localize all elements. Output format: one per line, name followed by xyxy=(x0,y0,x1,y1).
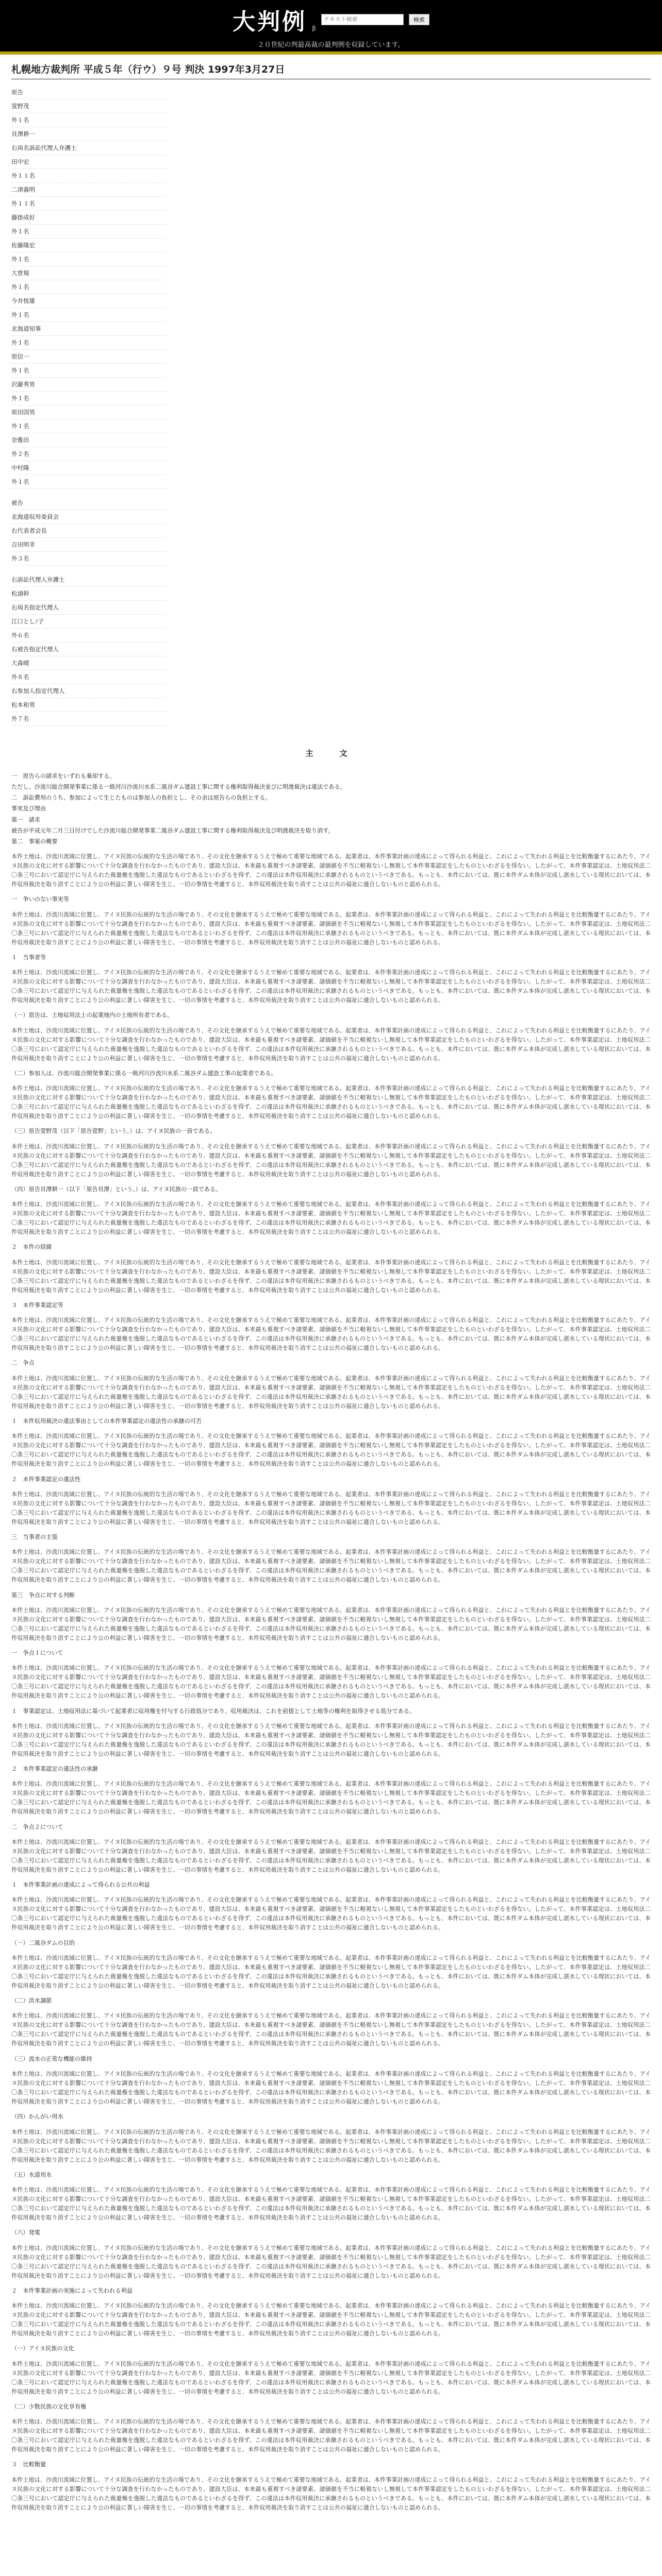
party-line: 北海道収用委員会 xyxy=(11,510,166,524)
site-logo[interactable]: 大判例 xyxy=(233,8,307,35)
judgment-paragraph: 第一 請求 xyxy=(11,816,40,823)
party-line: 大曽規 xyxy=(11,266,166,280)
judgment-paragraph: ３ 本件事業認定等 xyxy=(11,1301,63,1309)
judgment-text: 本件土地は、沙流川流域に位置し、アイヌ民族の伝統的な生活の場であり、その文化を継承するうえで極めて重要な地域である。起業者は、本件事業計画の達成によって得られる利益と、これによって失われる利益とを比較衡量するにあたり、アイヌ民族の文化に対する影響について十分な調査を行わなかったものであり、建設大臣は、本来最も重視すべき諸要素、諸価値を不当に軽視ないし無視して本件事業認定をしたものといわざるを得ない。したがって、本件事業認定は、土地収用法二〇条三号において認定庁に与えられた裁量権を逸脱した違法なものであるといわざるを得ず、この違法は本件収用裁決に承継されるものというべきである。もっとも、本件においては、既に本件ダム本体が完成し湛水している現状においては、本件収用裁決を取り消すことにより公の利益に著しい障害を生じ、一切の事情を考慮すると、本件収用裁決を取り消すことは公共の福祉に適合しないものと認められる。 xyxy=(11,1665,651,1700)
judgment-body xyxy=(0,772,662,2513)
judgment-text: 本件土地は、沙流川流域に位置し、アイヌ民族の伝統的な生活の場であり、その文化を継承するうえで極めて重要な地域である。起業者は、本件事業計画の達成によって得られる利益と、これによって失われる利益とを比較衡量するにあたり、アイヌ民族の文化に対する影響について十分な調査を行わなかったものであり、建設大臣は、本来最も重視すべき諸要素、諸価値を不当に軽視ないし無視して本件事業認定をしたものといわざるを得ない。したがって、本件事業認定は、土地収用法二〇条三号において認定庁に与えられた裁量権を逸脱した違法なものであるといわざるを得ず、この違法は本件収用裁決に承継されるものというべきである。もっとも、本件においては、既に本件ダム本体が完成し湛水している現状においては、本件収用裁決を取り消すことにより公の利益に著しい障害を生じ、一切の事情を考慮すると、本件収用裁決を取り消すことは公共の福祉に適合しないものと認められる。 xyxy=(11,1781,651,1816)
judgment-paragraph: ただし、沙流川総合開発事業に係る一級河川沙流川水系二風谷ダム建設工事に関する権利取得裁決並びに明渡裁決は違法である。 xyxy=(11,784,346,791)
party-line: 右参加人指定代理人 xyxy=(11,684,166,698)
judgment-paragraph: （六）発電 xyxy=(11,2229,40,2236)
party-line: 奈雅田 xyxy=(11,433,166,447)
party-line: 原信一 xyxy=(11,350,166,364)
search-input[interactable] xyxy=(321,14,404,25)
party-line: 外１名 xyxy=(11,280,166,294)
judgment-paragraph: 第三 争点に対する判断 xyxy=(11,1591,75,1599)
judgment-paragraph: （四）原告貝澤耕一（以下「原告貝澤」という。）は、アイヌ民族の一員である。 xyxy=(11,1185,222,1193)
party-line: 北海道知事 xyxy=(11,322,166,336)
party-line: 萱野茂 xyxy=(11,99,166,113)
judgment-paragraph: （四）かんがい用水 xyxy=(11,2113,63,2121)
judgment-text: 本件土地は、沙流川流域に位置し、アイヌ民族の伝統的な生活の場であり、その文化を継承するうえで極めて重要な地域である。起業者は、本件事業計画の達成によって得られる利益と、これによって失われる利益とを比較衡量するにあたり、アイヌ民族の文化に対する影響について十分な調査を行わなかったものであり、建設大臣は、本来最も重視すべき諸要素、諸価値を不当に軽視ないし無視して本件事業認定をしたものといわざるを得ない。したがって、本件事業認定は、土地収用法二〇条三号において認定庁に与えられた裁量権を逸脱した違法なものであるといわざるを得ず、この違法は本件収用裁決に承継されるものというべきである。もっとも、本件においては、既に本件ダム本体が完成し湛水している現状においては、本件収用裁決を取り消すことにより公の利益に著しい障害を生じ、一切の事情を考慮すると、本件収用裁決を取り消すことは公共の福祉に適合しないものと認められる。 xyxy=(11,1433,651,1468)
judgment-text: 本件土地は、沙流川流域に位置し、アイヌ民族の伝統的な生活の場であり、その文化を継承するうえで極めて重要な地域である。起業者は、本件事業計画の達成によって得られる利益と、これによって失われる利益とを比較衡量するにあたり、アイヌ民族の文化に対する影響について十分な調査を行わなかったものであり、建設大臣は、本来最も重視すべき諸要素、諸価値を不当に軽視ないし無視して本件事業認定をしたものといわざるを得ない。したがって、本件事業認定は、土地収用法二〇条三号において認定庁に与えられた裁量権を逸脱した違法なものであるといわざるを得ず、この違法は本件収用裁決に承継されるものというべきである。もっとも、本件においては、既に本件ダム本体が完成し湛水している現状においては、本件収用裁決を取り消すことにより公の利益に著しい障害を生じ、一切の事情を考慮すると、本件収用裁決を取り消すことは公共の福祉に適合しないものと認められる。 xyxy=(11,853,651,888)
party-line: 松本和男 xyxy=(11,698,166,712)
judgment-paragraph: ２ 本件事業認定の違法性の承継 xyxy=(11,1766,98,1773)
judgment-text: 本件土地は、沙流川流域に位置し、アイヌ民族の伝統的な生活の場であり、その文化を継承するうえで極めて重要な地域である。起業者は、本件事業計画の達成によって得られる利益と、これによって失われる利益とを比較衡量するにあたり、アイヌ民族の文化に対する影響について十分な調査を行わなかったものであり、建設大臣は、本来最も重視すべき諸要素、諸価値を不当に軽視ないし無視して本件事業認定をしたものといわざるを得ない。したがって、本件事業認定は、土地収用法二〇条三号において認定庁に与えられた裁量権を逸脱した違法なものであるといわざるを得ず、この違法は本件収用裁決に承継されるものというべきである。もっとも、本件においては、既に本件ダム本体が完成し湛水している現状においては、本件収用裁決を取り消すことにより公の利益に著しい障害を生じ、一切の事情を考慮すると、本件収用裁決を取り消すことは公共の福祉に適合しないものと認められる。 xyxy=(11,1375,651,1410)
party-line: 外１名 xyxy=(11,308,166,322)
judgment-text: 本件土地は、沙流川流域に位置し、アイヌ民族の伝統的な生活の場であり、その文化を継承するうえで極めて重要な地域である。起業者は、本件事業計画の達成によって得られる利益と、これによって失われる利益とを比較衡量するにあたり、アイヌ民族の文化に対する影響について十分な調査を行わなかったものであり、建設大臣は、本来最も重視すべき諸要素、諸価値を不当に軽視ないし無視して本件事業認定をしたものといわざるを得ない。したがって、本件事業認定は、土地収用法二〇条三号において認定庁に与えられた裁量権を逸脱した違法なものであるといわざるを得ず、この違法は本件収用裁決に承継されるものというべきである。もっとも、本件においては、既に本件ダム本体が完成し湛水している現状においては、本件収用裁決を取り消すことにより公の利益に著しい障害を生じ、一切の事情を考慮すると、本件収用裁決を取り消すことは公共の福祉に適合しないものと認められる。 xyxy=(11,969,651,1004)
header-row xyxy=(233,3,429,36)
judgment-paragraph: １ 本件収用裁決の違法事由としての本件事業認定の違法性の承継の可否 xyxy=(11,1418,202,1425)
judgment-paragraph: （一）原告は、土地収用法上の起業地内の土地所有者である。 xyxy=(11,1012,173,1019)
case-title: 札幌地方裁判所 平成５年（行ウ）９号 判決 1997年3月27日 xyxy=(11,62,651,79)
party-line: 外１名 xyxy=(11,252,166,266)
judgment-text: 本件土地は、沙流川流域に位置し、アイヌ民族の伝統的な生活の場であり、その文化を継承するうえで極めて重要な地域である。起業者は、本件事業計画の達成によって得られる利益と、これによって失われる利益とを比較衡量するにあたり、アイヌ民族の文化に対する影響について十分な調査を行わなかったものであり、建設大臣は、本来最も重視すべき諸要素、諸価値を不当に軽視ないし無視して本件事業認定をしたものといわざるを得ない。したがって、本件事業認定は、土地収用法二〇条三号において認定庁に与えられた裁量権を逸脱した違法なものであるといわざるを得ず、この違法は本件収用裁決に承継されるものというべきである。もっとも、本件においては、既に本件ダム本体が完成し湛水している現状においては、本件収用裁決を取り消すことにより公の利益に著しい障害を生じ、一切の事情を考慮すると、本件収用裁決を取り消すことは公共の福祉に適合しないものと認められる。 xyxy=(11,2071,651,2105)
judgment-text: 本件土地は、沙流川流域に位置し、アイヌ民族の伝統的な生活の場であり、その文化を継承するうえで極めて重要な地域である。起業者は、本件事業計画の達成によって得られる利益と、これによって失われる利益とを比較衡量するにあたり、アイヌ民族の文化に対する影響について十分な調査を行わなかったものであり、建設大臣は、本来最も重視すべき諸要素、諸価値を不当に軽視ないし無視して本件事業認定をしたものといわざるを得ない。したがって、本件事業認定は、土地収用法二〇条三号において認定庁に与えられた裁量権を逸脱した違法なものであるといわざるを得ず、この違法は本件収用裁決に承継されるものというべきである。もっとも、本件においては、既に本件ダム本体が完成し湛水している現状においては、本件収用裁決を取り消すことにより公の利益に著しい障害を生じ、一切の事情を考慮すると、本件収用裁決を取り消すことは公共の福祉に適合しないものと認められる。 xyxy=(11,2187,651,2222)
judgment-paragraph: ２ 本件事業計画の実施によって失われる利益 xyxy=(11,2287,133,2294)
party-line: 外７名 xyxy=(11,712,166,726)
party-line: 右代表者会長 xyxy=(11,524,166,538)
judgment-paragraph: 一 争点１について xyxy=(11,1650,63,1657)
judgment-paragraph: （五）水道用水 xyxy=(11,2171,52,2178)
judgment-text: 本件土地は、沙流川流域に位置し、アイヌ民族の伝統的な生活の場であり、その文化を継承するうえで極めて重要な地域である。起業者は、本件事業計画の達成によって得られる利益と、これによって失われる利益とを比較衡量するにあたり、アイヌ民族の文化に対する影響について十分な調査を行わなかったものであり、建設大臣は、本来最も重視すべき諸要素、諸価値を不当に軽視ないし無視して本件事業認定をしたものといわざるを得ない。したがって、本件事業認定は、土地収用法二〇条三号において認定庁に与えられた裁量権を逸脱した違法なものであるといわざるを得ず、この違法は本件収用裁決に承継されるものというべきである。もっとも、本件においては、既に本件ダム本体が完成し湛水している現状においては、本件収用裁決を取り消すことにより公の利益に著しい障害を生じ、一切の事情を考慮すると、本件収用裁決を取り消すことは公共の福祉に適合しないものと認められる。 xyxy=(11,1085,651,1120)
party-line: 江口としﾉ子 xyxy=(11,615,166,629)
party-line: 外１名 xyxy=(11,392,166,405)
judgment-paragraph: 第二 事案の概要 xyxy=(11,838,58,845)
judgment-text: 本件土地は、沙流川流域に位置し、アイヌ民族の伝統的な生活の場であり、その文化を継承するうえで極めて重要な地域である。起業者は、本件事業計画の達成によって得られる利益と、これによって失われる利益とを比較衡量するにあたり、アイヌ民族の文化に対する影響について十分な調査を行わなかったものであり、建設大臣は、本来最も重視すべき諸要素、諸価値を不当に軽視ないし無視して本件事業認定をしたものといわざるを得ない。したがって、本件事業認定は、土地収用法二〇条三号において認定庁に与えられた裁量権を逸脱した違法なものであるといわざるを得ず、この違法は本件収用裁決に承継されるものというべきである。もっとも、本件においては、既に本件ダム本体が完成し湛水している現状においては、本件収用裁決を取り消すことにより公の利益に著しい障害を生じ、一切の事情を考慮すると、本件収用裁決を取り消すことは公共の福祉に適合しないものと認められる。 xyxy=(11,1027,651,1062)
judgment-text: 本件土地は、沙流川流域に位置し、アイヌ民族の伝統的な生活の場であり、その文化を継承するうえで極めて重要な地域である。起業者は、本件事業計画の達成によって得られる利益と、これによって失われる利益とを比較衡量するにあたり、アイヌ民族の文化に対する影響について十分な調査を行わなかったものであり、建設大臣は、本来最も重視すべき諸要素、諸価値を不当に軽視ないし無視して本件事業認定をしたものといわざるを得ない。したがって、本件事業認定は、土地収用法二〇条三号において認定庁に与えられた裁量権を逸脱した違法なものであるといわざるを得ず、この違法は本件収用裁決に承継されるものというべきである。もっとも、本件においては、既に本件ダム本体が完成し湛水している現状においては、本件収用裁決を取り消すことにより公の利益に著しい障害を生じ、一切の事情を考慮すると、本件収用裁決を取り消すことは公共の福祉に適合しないものと認められる。 xyxy=(11,1838,651,1873)
party-line: 松浦幹 xyxy=(11,587,166,601)
party-line: 右被告指定代理人 xyxy=(11,642,166,656)
party-line: 吉田明幸 xyxy=(11,538,166,552)
party-line: 佐藤隆宏 xyxy=(11,239,166,252)
judgment-text: 本件土地は、沙流川流域に位置し、アイヌ民族の伝統的な生活の場であり、その文化を継承するうえで極めて重要な地域である。起業者は、本件事業計画の達成によって得られる利益と、これによって失われる利益とを比較衡量するにあたり、アイヌ民族の文化に対する影響について十分な調査を行わなかったものであり、建設大臣は、本来最も重視すべき諸要素、諸価値を不当に軽視ないし無視して本件事業認定をしたものといわざるを得ない。したがって、本件事業認定は、土地収用法二〇条三号において認定庁に与えられた裁量権を逸脱した違法なものであるといわざるを得ず、この違法は本件収用裁決に承継されるものというべきである。もっとも、本件においては、既に本件ダム本体が完成し湛水している現状においては、本件収用裁決を取り消すことにより公の利益に著しい障害を生じ、一切の事情を考慮すると、本件収用裁決を取り消すことは公共の福祉に適合しないものと認められる。 xyxy=(11,2012,651,2047)
party-line: 外６名 xyxy=(11,629,166,642)
judgment-paragraph: 一 争いのない事実等 xyxy=(11,896,69,903)
judgment-text: 本件土地は、沙流川流域に位置し、アイヌ民族の伝統的な生活の場であり、その文化を継承するうえで極めて重要な地域である。起業者は、本件事業計画の達成によって得られる利益と、これによって失われる利益とを比較衡量するにあたり、アイヌ民族の文化に対する影響について十分な調査を行わなかったものであり、建設大臣は、本来最も重視すべき諸要素、諸価値を不当に軽視ないし無視して本件事業認定をしたものといわざるを得ない。したがって、本件事業認定は、土地収用法二〇条三号において認定庁に与えられた裁量権を逸脱した違法なものであるといわざるを得ず、この違法は本件収用裁決に承継されるものというべきである。もっとも、本件においては、既に本件ダム本体が完成し湛水している現状においては、本件収用裁決を取り消すことにより公の利益に著しい障害を生じ、一切の事情を考慮すると、本件収用裁決を取り消すことは公共の福祉に適合しないものと認められる。 xyxy=(11,1317,651,1352)
judgment-paragraph: １ 当事者等 xyxy=(11,954,46,961)
judgment-text: 本件土地は、沙流川流域に位置し、アイヌ民族の伝統的な生活の場であり、その文化を継承するうえで極めて重要な地域である。起業者は、本件事業計画の達成によって得られる利益と、これによって失われる利益とを比較衡量するにあたり、アイヌ民族の文化に対する影響について十分な調査を行わなかったものであり、建設大臣は、本来最も重視すべき諸要素、諸価値を不当に軽視ないし無視して本件事業認定をしたものといわざるを得ない。したがって、本件事業認定は、土地収用法二〇条三号において認定庁に与えられた裁量権を逸脱した違法なものであるといわざるを得ず、この違法は本件収用裁決に承継されるものというべきである。もっとも、本件においては、既に本件ダム本体が完成し湛水している現状においては、本件収用裁決を取り消すことにより公の利益に著しい障害を生じ、一切の事情を考慮すると、本件収用裁決を取り消すことは公共の福祉に適合しないものと認められる。 xyxy=(11,1201,651,1236)
judgment-text: 本件土地は、沙流川流域に位置し、アイヌ民族の伝統的な生活の場であり、その文化を継承するうえで極めて重要な地域である。起業者は、本件事業計画の達成によって得られる利益と、これによって失われる利益とを比較衡量するにあたり、アイヌ民族の文化に対する影響について十分な調査を行わなかったものであり、建設大臣は、本来最も重視すべき諸要素、諸価値を不当に軽視ないし無視して本件事業認定をしたものといわざるを得ない。したがって、本件事業認定は、土地収用法二〇条三号において認定庁に与えられた裁量権を逸脱した違法なものであるといわざるを得ず、この違法は本件収用裁決に承継されるものというべきである。もっとも、本件においては、既に本件ダム本体が完成し湛水している現状においては、本件収用裁決を取り消すことにより公の利益に著しい障害を生じ、一切の事情を考慮すると、本件収用裁決を取り消すことは公共の福祉に適合しないものと認められる。 xyxy=(11,1954,651,1989)
judgment-text: 本件土地は、沙流川流域に位置し、アイヌ民族の伝統的な生活の場であり、その文化を継承するうえで極めて重要な地域である。起業者は、本件事業計画の達成によって得られる利益と、これによって失われる利益とを比較衡量するにあたり、アイヌ民族の文化に対する影響について十分な調査を行わなかったものであり、建設大臣は、本来最も重視すべき諸要素、諸価値を不当に軽視ないし無視して本件事業認定をしたものといわざるを得ない。したがって、本件事業認定は、土地収用法二〇条三号において認定庁に与えられた裁量権を逸脱した違法なものであるといわざるを得ず、この違法は本件収用裁決に承継されるものというべきである。もっとも、本件においては、既に本件ダム本体が完成し湛水している現状においては、本件収用裁決を取り消すことにより公の利益に著しい障害を生じ、一切の事情を考慮すると、本件収用裁決を取り消すことは公共の福祉に適合しないものと認められる。 xyxy=(11,1896,651,1931)
judgment-text: 本件土地は、沙流川流域に位置し、アイヌ民族の伝統的な生活の場であり、その文化を継承するうえで極めて重要な地域である。起業者は、本件事業計画の達成によって得られる利益と、これによって失われる利益とを比較衡量するにあたり、アイヌ民族の文化に対する影響について十分な調査を行わなかったものであり、建設大臣は、本来最も重視すべき諸要素、諸価値を不当に軽視ないし無視して本件事業認定をしたものといわざるを得ない。したがって、本件事業認定は、土地収用法二〇条三号において認定庁に与えられた裁量権を逸脱した違法なものであるといわざるを得ず、この違法は本件収用裁決に承継されるものというべきである。もっとも、本件においては、既に本件ダム本体が完成し湛水している現状においては、本件収用裁決を取り消すことにより公の利益に著しい障害を生じ、一切の事情を考慮すると、本件収用裁決を取り消すことは公共の福祉に適合しないものと認められる。 xyxy=(11,1549,651,1584)
judgment-paragraph: （二）少数民族の文化享有権 xyxy=(11,2403,87,2410)
judgment-text: 本件土地は、沙流川流域に位置し、アイヌ民族の伝統的な生活の場であり、その文化を継承するうえで極めて重要な地域である。起業者は、本件事業計画の達成によって得られる利益と、これによって失われる利益とを比較衡量するにあたり、アイヌ民族の文化に対する影響について十分な調査を行わなかったものであり、建設大臣は、本来最も重視すべき諸要素、諸価値を不当に軽視ないし無視して本件事業認定をしたものといわざるを得ない。したがって、本件事業認定は、土地収用法二〇条三号において認定庁に与えられた裁量権を逸脱した違法なものであるといわざるを得ず、この違法は本件収用裁決に承継されるものというべきである。もっとも、本件においては、既に本件ダム本体が完成し湛水している現状においては、本件収用裁決を取り消すことにより公の利益に著しい障害を生じ、一切の事情を考慮すると、本件収用裁決を取り消すことは公共の福祉に適合しないものと認められる。 xyxy=(11,2244,651,2279)
site-header xyxy=(0,0,662,55)
party-line: 今井悦雄 xyxy=(11,294,166,308)
party-line: 田中宏 xyxy=(11,155,166,169)
judgment-paragraph: 二 訴訟費用のうち、参加によって生じたものは参加人の負担とし、その余は原告らの負担とする。 xyxy=(11,794,271,802)
party-list xyxy=(0,83,662,728)
judgment-text: 本件土地は、沙流川流域に位置し、アイヌ民族の伝統的な生活の場であり、その文化を継承するうえで極めて重要な地域である。起業者は、本件事業計画の達成によって得られる利益と、これによって失われる利益とを比較衡量するにあたり、アイヌ民族の文化に対する影響について十分な調査を行わなかったものであり、建設大臣は、本来最も重視すべき諸要素、諸価値を不当に軽視ないし無視して本件事業認定をしたものといわざるを得ない。したがって、本件事業認定は、土地収用法二〇条三号において認定庁に与えられた裁量権を逸脱した違法なものであるといわざるを得ず、この違法は本件収用裁決に承継されるものというべきである。もっとも、本件においては、既に本件ダム本体が完成し湛水している現状においては、本件収用裁決を取り消すことにより公の利益に著しい障害を生じ、一切の事情を考慮すると、本件収用裁決を取り消すことは公共の福祉に適合しないものと認められる。 xyxy=(11,1722,651,1757)
judgment-paragraph: （三）流水の正常な機能の維持 xyxy=(11,2055,92,2062)
judgment-text: 本件土地は、沙流川流域に位置し、アイヌ民族の伝統的な生活の場であり、その文化を継承するうえで極めて重要な地域である。起業者は、本件事業計画の達成によって得られる利益と、これによって失われる利益とを比較衡量するにあたり、アイヌ民族の文化に対する影響について十分な調査を行わなかったものであり、建設大臣は、本来最も重視すべき諸要素、諸価値を不当に軽視ないし無視して本件事業認定をしたものといわざるを得ない。したがって、本件事業認定は、土地収用法二〇条三号において認定庁に与えられた裁量権を逸脱した違法なものであるといわざるを得ず、この違法は本件収用裁決に承継されるものというべきである。もっとも、本件においては、既に本件ダム本体が完成し湛水している現状においては、本件収用裁決を取り消すことにより公の利益に著しい障害を生じ、一切の事情を考慮すると、本件収用裁決を取り消すことは公共の福祉に適合しないものと認められる。 xyxy=(11,1143,651,1178)
party-line: 右両名指定代理人 xyxy=(11,601,166,615)
judgment-text: 本件土地は、沙流川流域に位置し、アイヌ民族の伝統的な生活の場であり、その文化を継承するうえで極めて重要な地域である。起業者は、本件事業計画の達成によって得られる利益と、これによって失われる利益とを比較衡量するにあたり、アイヌ民族の文化に対する影響について十分な調査を行わなかったものであり、建設大臣は、本来最も重視すべき諸要素、諸価値を不当に軽視ないし無視して本件事業認定をしたものといわざるを得ない。したがって、本件事業認定は、土地収用法二〇条三号において認定庁に与えられた裁量権を逸脱した違法なものであるといわざるを得ず、この違法は本件収用裁決に承継されるものというべきである。もっとも、本件においては、既に本件ダム本体が完成し湛水している現状においては、本件収用裁決を取り消すことにより公の利益に著しい障害を生じ、一切の事情を考慮すると、本件収用裁決を取り消すことは公共の福祉に適合しないものと認められる。 xyxy=(11,911,651,946)
judgment-text: 本件土地は、沙流川流域に位置し、アイヌ民族の伝統的な生活の場であり、その文化を継承するうえで極めて重要な地域である。起業者は、本件事業計画の達成によって得られる利益と、これによって失われる利益とを比較衡量するにあたり、アイヌ民族の文化に対する影響について十分な調査を行わなかったものであり、建設大臣は、本来最も重視すべき諸要素、諸価値を不当に軽視ないし無視して本件事業認定をしたものといわざるを得ない。したがって、本件事業認定は、土地収用法二〇条三号において認定庁に与えられた裁量権を逸脱した違法なものであるといわざるを得ず、この違法は本件収用裁決に承継されるものというべきである。もっとも、本件においては、既に本件ダム本体が完成し湛水している現状においては、本件収用裁決を取り消すことにより公の利益に著しい障害を生じ、一切の事情を考慮すると、本件収用裁決を取り消すことは公共の福祉に適合しないものと認められる。 xyxy=(11,2418,651,2453)
party-line: 外１名 xyxy=(11,475,166,489)
party-line: 外１名 xyxy=(11,336,166,350)
party-line: 外８名 xyxy=(11,670,166,684)
title-block xyxy=(0,55,662,83)
judgment-paragraph: １ 事業認定は、土地収用法に基づいて起業者に収用権を付与する行政処分であり、収用裁決は、これを前提として土地等の権利を取得させる処分である。 xyxy=(11,1707,416,1715)
party-line: 二津義明 xyxy=(11,183,166,197)
judgment-paragraph: ２ 本件の経緯 xyxy=(11,1244,52,1251)
judgment-paragraph: （二）参加人は、沙流川総合開発事業に係る一級河川沙流川水系二風谷ダム建設工事の起業者である。 xyxy=(11,1070,277,1077)
judgment-text: 本件土地は、沙流川流域に位置し、アイヌ民族の伝統的な生活の場であり、その文化を継承するうえで極めて重要な地域である。起業者は、本件事業計画の達成によって得られる利益と、これによって失われる利益とを比較衡量するにあたり、アイヌ民族の文化に対する影響について十分な調査を行わなかったものであり、建設大臣は、本来最も重視すべき諸要素、諸価値を不当に軽視ないし無視して本件事業認定をしたものといわざるを得ない。したがって、本件事業認定は、土地収用法二〇条三号において認定庁に与えられた裁量権を逸脱した違法なものであるといわざるを得ず、この違法は本件収用裁決に承継されるものというべきである。もっとも、本件においては、既に本件ダム本体が完成し湛水している現状においては、本件収用裁決を取り消すことにより公の利益に著しい障害を生じ、一切の事情を考慮すると、本件収用裁決を取り消すことは公共の福祉に適合しないものと認められる。 xyxy=(11,2128,651,2163)
judgment-paragraph: 二 争点 xyxy=(11,1360,35,1367)
judgment-paragraph: １ 本件事業計画の達成によって得られる公共の利益 xyxy=(11,1882,150,1889)
judgment-paragraph: 二 争点２について xyxy=(11,1823,63,1831)
judgment-text: 本件土地は、沙流川流域に位置し、アイヌ民族の伝統的な生活の場であり、その文化を継承するうえで極めて重要な地域である。起業者は、本件事業計画の達成によって得られる利益と、これによって失われる利益とを比較衡量するにあたり、アイヌ民族の文化に対する影響について十分な調査を行わなかったものであり、建設大臣は、本来最も重視すべき諸要素、諸価値を不当に軽視ないし無視して本件事業認定をしたものといわざるを得ない。したがって、本件事業認定は、土地収用法二〇条三号において認定庁に与えられた裁量権を逸脱した違法なものであるといわざるを得ず、この違法は本件収用裁決に承継されるものというべきである。もっとも、本件においては、既に本件ダム本体が完成し湛水している現状においては、本件収用裁決を取り消すことにより公の利益に著しい障害を生じ、一切の事情を考慮すると、本件収用裁決を取り消すことは公共の福祉に適合しないものと認められる。 xyxy=(11,1259,651,1294)
judgment-text: 本件土地は、沙流川流域に位置し、アイヌ民族の伝統的な生活の場であり、その文化を継承するうえで極めて重要な地域である。起業者は、本件事業計画の達成によって得られる利益と、これによって失われる利益とを比較衡量するにあたり、アイヌ民族の文化に対する影響について十分な調査を行わなかったものであり、建設大臣は、本来最も重視すべき諸要素、諸価値を不当に軽視ないし無視して本件事業認定をしたものといわざるを得ない。したがって、本件事業認定は、土地収用法二〇条三号において認定庁に与えられた裁量権を逸脱した違法なものであるといわざるを得ず、この違法は本件収用裁決に承継されるものというべきである。もっとも、本件においては、既に本件ダム本体が完成し湛水している現状においては、本件収用裁決を取り消すことにより公の利益に著しい障害を生じ、一切の事情を考慮すると、本件収用裁決を取り消すことは公共の福祉に適合しないものと認められる。 xyxy=(11,1606,651,1641)
party-line: 中村隆 xyxy=(11,461,166,475)
party-line: 被告 xyxy=(11,496,166,510)
party-line: 沢藤秀男 xyxy=(11,378,166,392)
party-line: 外３名 xyxy=(11,552,166,566)
judgment-paragraph: （一）二風谷ダムの目的 xyxy=(11,1939,75,1946)
party-line: 外１名 xyxy=(11,113,166,127)
search-button[interactable]: 検索 xyxy=(409,14,429,25)
party-line: 外１１名 xyxy=(11,197,166,211)
site-tagline: ２０世紀の判最高裁の最判例を収録しています。 xyxy=(257,41,405,49)
judgment-paragraph: （一）アイヌ民族の文化 xyxy=(11,2345,75,2352)
beta-badge: β xyxy=(312,24,316,32)
judgment-text: 本件土地は、沙流川流域に位置し、アイヌ民族の伝統的な生活の場であり、その文化を継承するうえで極めて重要な地域である。起業者は、本件事業計画の達成によって得られる利益と、これによって失われる利益とを比較衡量するにあたり、アイヌ民族の文化に対する影響について十分な調査を行わなかったものであり、建設大臣は、本来最も重視すべき諸要素、諸価値を不当に軽視ないし無視して本件事業認定をしたものといわざるを得ない。したがって、本件事業認定は、土地収用法二〇条三号において認定庁に与えられた裁量権を逸脱した違法なものであるといわざるを得ず、この違法は本件収用裁決に承継されるものというべきである。もっとも、本件においては、既に本件ダム本体が完成し湛水している現状においては、本件収用裁決を取り消すことにより公の利益に著しい障害を生じ、一切の事情を考慮すると、本件収用裁決を取り消すことは公共の福祉に適合しないものと認められる。 xyxy=(11,2476,651,2511)
party-line: 外１名 xyxy=(11,419,166,433)
party-line: 右両名訴訟代理人弁護士 xyxy=(11,141,166,155)
party-line: 原田国男 xyxy=(11,405,166,419)
party-line: 外２名 xyxy=(11,447,166,461)
party-line: 右訴訟代理人弁護士 xyxy=(11,573,166,587)
judgment-paragraph: 事実及び理由 xyxy=(11,805,46,812)
judgment-paragraph: 三 当事者の主張 xyxy=(11,1534,58,1541)
judgment-paragraph: 一 原告らの請求をいずれも棄却する。 xyxy=(11,773,115,779)
party-line: 藤掛成好 xyxy=(11,211,166,225)
judgment-text: 本件土地は、沙流川流域に位置し、アイヌ民族の伝統的な生活の場であり、その文化を継承するうえで極めて重要な地域である。起業者は、本件事業計画の達成によって得られる利益と、これによって失われる利益とを比較衡量するにあたり、アイヌ民族の文化に対する影響について十分な調査を行わなかったものであり、建設大臣は、本来最も重視すべき諸要素、諸価値を不当に軽視ないし無視して本件事業認定をしたものといわざるを得ない。したがって、本件事業認定は、土地収用法二〇条三号において認定庁に与えられた裁量権を逸脱した違法なものであるといわざるを得ず、この違法は本件収用裁決に承継されるものというべきである。もっとも、本件においては、既に本件ダム本体が完成し湛水している現状においては、本件収用裁決を取り消すことにより公の利益に著しい障害を生じ、一切の事情を考慮すると、本件収用裁決を取り消すことは公共の福祉に適合しないものと認められる。 xyxy=(11,2302,651,2337)
party-line: 大森晴 xyxy=(11,656,166,670)
party-line: 原告 xyxy=(11,86,166,99)
party-line: 外１１名 xyxy=(11,169,166,183)
party-line: 貝澤耕一 xyxy=(11,127,166,141)
judgment-paragraph: 被告が平成元年二月三日付けでした沙流川総合開発事業二風谷ダム建設工事に関する権利取得裁決及び明渡裁決を取り消す。 xyxy=(11,827,334,834)
party-line: 外１名 xyxy=(11,364,166,378)
judgment-text: 本件土地は、沙流川流域に位置し、アイヌ民族の伝統的な生活の場であり、その文化を継承するうえで極めて重要な地域である。起業者は、本件事業計画の達成によって得られる利益と、これによって失われる利益とを比較衡量するにあたり、アイヌ民族の文化に対する影響について十分な調査を行わなかったものであり、建設大臣は、本来最も重視すべき諸要素、諸価値を不当に軽視ないし無視して本件事業認定をしたものといわざるを得ない。したがって、本件事業認定は、土地収用法二〇条三号において認定庁に与えられた裁量権を逸脱した違法なものであるといわざるを得ず、この違法は本件収用裁決に承継されるものというべきである。もっとも、本件においては、既に本件ダム本体が完成し湛水している現状においては、本件収用裁決を取り消すことにより公の利益に著しい障害を生じ、一切の事情を考慮すると、本件収用裁決を取り消すことは公共の福祉に適合しないものと認められる。 xyxy=(11,1490,651,1526)
party-line: 外１名 xyxy=(11,225,166,239)
judgment-paragraph: （二）洪水調節 xyxy=(11,1997,52,2005)
judgment-text: 本件土地は、沙流川流域に位置し、アイヌ民族の伝統的な生活の場であり、その文化を継承するうえで極めて重要な地域である。起業者は、本件事業計画の達成によって得られる利益と、これによって失われる利益とを比較衡量するにあたり、アイヌ民族の文化に対する影響について十分な調査を行わなかったものであり、建設大臣は、本来最も重視すべき諸要素、諸価値を不当に軽視ないし無視して本件事業認定をしたものといわざるを得ない。したがって、本件事業認定は、土地収用法二〇条三号において認定庁に与えられた裁量権を逸脱した違法なものであるといわざるを得ず、この違法は本件収用裁決に承継されるものというべきである。もっとも、本件においては、既に本件ダム本体が完成し湛水している現状においては、本件収用裁決を取り消すことにより公の利益に著しい障害を生じ、一切の事情を考慮すると、本件収用裁決を取り消すことは公共の福祉に適合しないものと認められる。 xyxy=(11,2360,651,2395)
main-text-heading: 主 文 xyxy=(305,749,357,758)
judgment-paragraph: （三）原告萱野茂（以下「原告萱野」という。）は、アイヌ民族の一員である。 xyxy=(11,1128,216,1135)
judgment-paragraph: ２ 本件事業認定の違法性 xyxy=(11,1476,81,1483)
judgment-paragraph: ３ 比較衡量 xyxy=(11,2461,46,2468)
